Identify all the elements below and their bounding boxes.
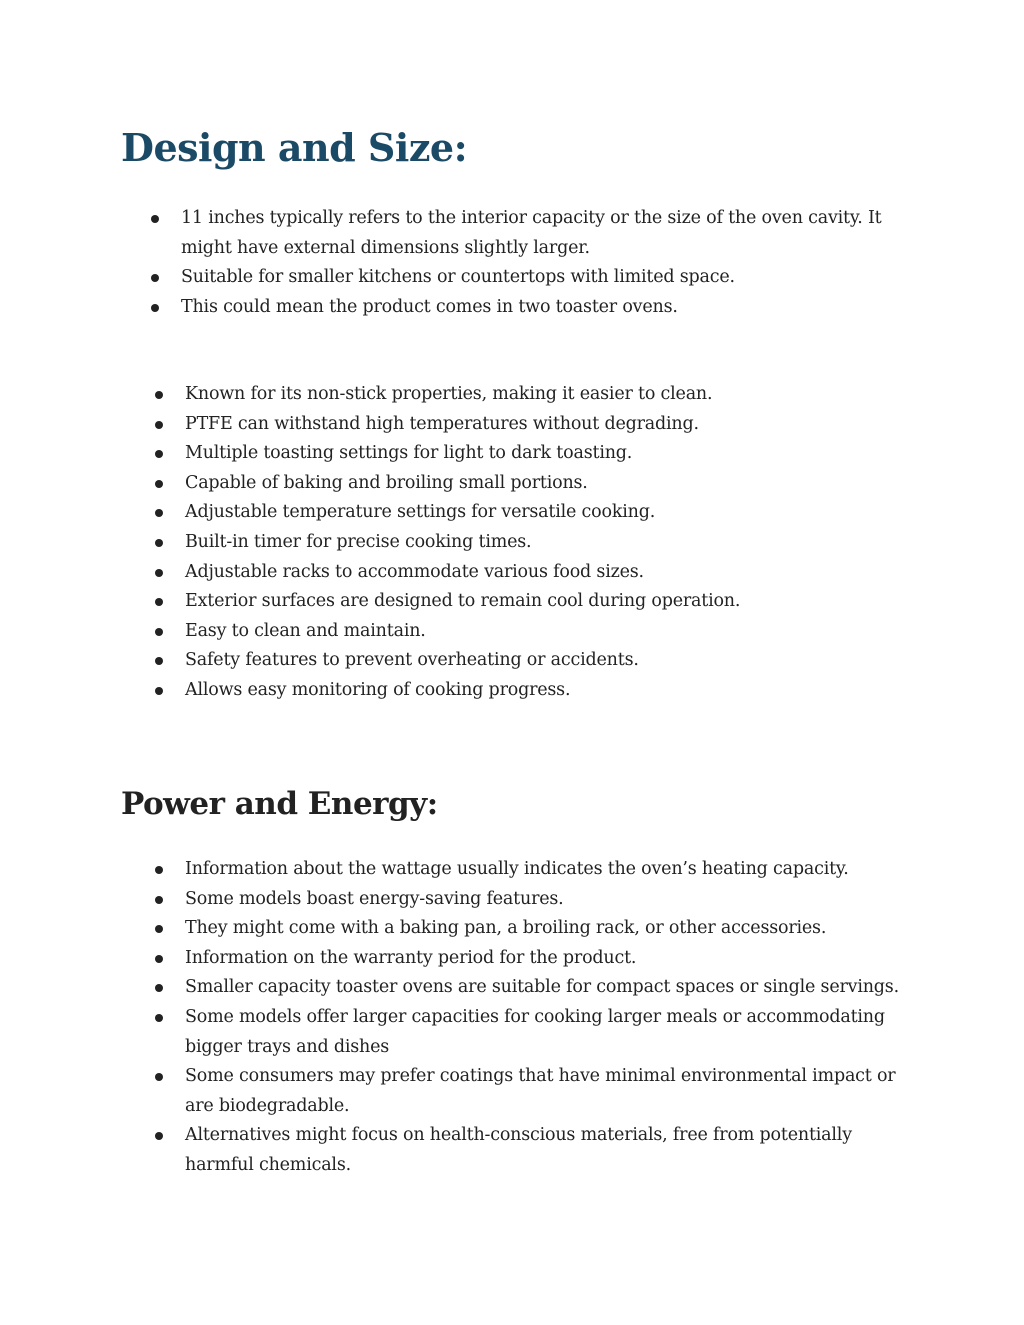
list-item xyxy=(185,587,905,617)
bullet-icon xyxy=(155,1014,163,1022)
list-item-text: Some models offer larger capacities for cooking larger meals or accommodating bigger trays and dishes xyxy=(185,1006,885,1057)
list-item xyxy=(185,380,905,410)
list-item xyxy=(185,617,905,647)
list-item-text: They might come with a baking pan, a broiling rack, or other accessories. xyxy=(185,918,827,939)
list-item xyxy=(185,973,905,1003)
list-item xyxy=(181,263,911,293)
design-and-size-heading: Design and Size: xyxy=(121,125,468,170)
list-item xyxy=(185,1003,905,1062)
bullet-icon xyxy=(151,274,159,282)
list-item-text: Capable of baking and broiling small portions. xyxy=(185,472,588,493)
bullet-icon xyxy=(155,569,163,577)
list-item xyxy=(185,558,905,588)
list-item-text: Known for its non-stick properties, making it easier to clean. xyxy=(185,384,713,404)
list-item xyxy=(185,676,905,706)
list-item-text: Suitable for smaller kitchens or countertops with limited space. xyxy=(181,267,735,288)
list-item xyxy=(185,439,905,469)
list-item-text: Exterior surfaces are designed to remain cool during operation. xyxy=(185,591,741,612)
list-item-text: Information on the warranty period for the product. xyxy=(185,947,637,968)
bullet-icon xyxy=(155,628,163,636)
bullet-icon xyxy=(155,509,163,517)
bullet-icon xyxy=(155,687,163,695)
list-item-text: This could mean the product comes in two toaster ovens. xyxy=(181,296,678,317)
list-item-text: Safety features to prevent overheating or accidents. xyxy=(185,650,639,671)
bullet-icon xyxy=(155,421,163,429)
list-item-text: Some consumers may prefer coatings that have minimal environmental impact or are biodegradable. xyxy=(185,1066,896,1116)
list-item xyxy=(185,646,905,676)
list-item-text: Built-in timer for precise cooking times. xyxy=(185,531,532,552)
list-item-text: 11 inches typically refers to the interior capacity or the size of the oven cavity. It might have external dimensions slightly larger. xyxy=(181,208,882,258)
list-item xyxy=(185,1121,905,1180)
bullet-icon xyxy=(155,866,163,874)
bullet-icon xyxy=(155,896,163,904)
bullet-icon xyxy=(155,1073,163,1081)
bullet-icon xyxy=(155,450,163,458)
list-item xyxy=(181,204,911,263)
power-and-energy-heading: Power and Energy: xyxy=(121,786,438,822)
features-list xyxy=(185,380,905,706)
bullet-icon xyxy=(155,1132,163,1140)
design-and-size-list xyxy=(181,204,911,322)
bullet-icon xyxy=(155,480,163,488)
list-item xyxy=(181,293,911,323)
bullet-icon xyxy=(155,955,163,963)
bullet-icon xyxy=(155,925,163,933)
bullet-icon xyxy=(155,391,163,399)
list-item xyxy=(185,855,905,885)
list-item-text: Some models boast energy-saving features. xyxy=(185,888,564,909)
list-item-text: Alternatives might focus on health-conscious materials, free from potentially harmful chemicals. xyxy=(185,1125,852,1175)
list-item xyxy=(185,498,905,528)
list-item-text: PTFE can withstand high temperatures without degrading. xyxy=(185,413,699,434)
bullet-icon xyxy=(155,657,163,665)
list-item-text: Smaller capacity toaster ovens are suitable for compact spaces or single servings. xyxy=(185,977,899,998)
power-and-energy-list xyxy=(185,855,905,1181)
list-item-text: Multiple toasting settings for light to dark toasting. xyxy=(185,443,633,464)
list-item xyxy=(185,469,905,499)
list-item-text: Adjustable racks to accommodate various food sizes. xyxy=(185,561,644,582)
list-item xyxy=(185,1062,905,1121)
list-item xyxy=(185,885,905,915)
list-item-text: Easy to clean and maintain. xyxy=(185,620,426,641)
list-item xyxy=(185,528,905,558)
bullet-icon xyxy=(155,598,163,606)
list-item xyxy=(185,944,905,974)
list-item-text: Adjustable temperature settings for versatile cooking. xyxy=(185,502,656,523)
list-item-text: Information about the wattage usually indicates the oven’s heating capacity. xyxy=(185,859,849,879)
bullet-icon xyxy=(155,984,163,992)
bullet-icon xyxy=(155,539,163,547)
bullet-icon xyxy=(151,215,159,223)
list-item xyxy=(185,914,905,944)
bullet-icon xyxy=(151,304,159,312)
list-item-text: Allows easy monitoring of cooking progress. xyxy=(185,679,571,700)
list-item xyxy=(185,410,905,440)
